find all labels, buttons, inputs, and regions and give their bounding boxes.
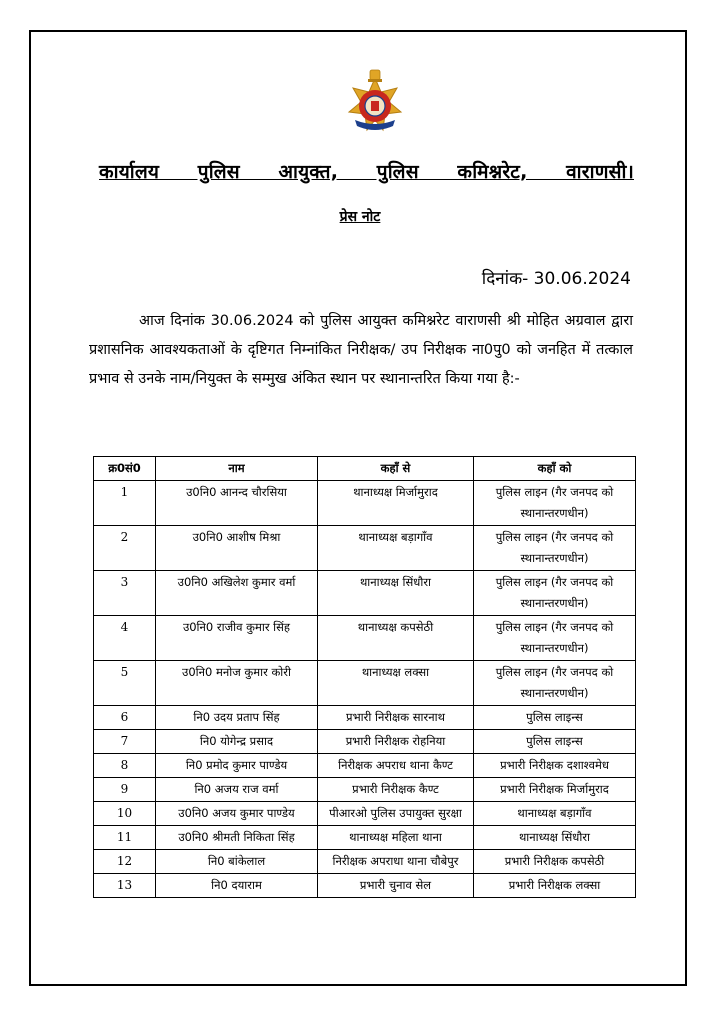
from-post-cell: थानाध्यक्ष महिला थाना	[318, 826, 474, 850]
to-post-cell: प्रभारी निरीक्षक दशाश्वमेध	[474, 754, 636, 778]
from-post-cell: प्रभारी निरीक्षक कैण्ट	[318, 778, 474, 802]
from-post-cell: थानाध्यक्ष मिर्जामुराद	[318, 481, 474, 526]
table-row	[94, 850, 636, 874]
table-row	[94, 874, 636, 898]
transfer-table	[93, 456, 636, 898]
name-cell: उ0नि0 श्रीमती निकिता सिंह	[156, 826, 318, 850]
from-post-cell: थानाध्यक्ष सिंधौरा	[318, 571, 474, 616]
office-title: कार्यालय पुलिस आयुक्त, पुलिस कमिश्नरेट, वाराणसी।	[99, 161, 634, 183]
name-cell: नि0 योगेन्द्र प्रसाद	[156, 730, 318, 754]
serial-number-cell: 5	[94, 661, 156, 706]
table-header-row	[94, 457, 636, 481]
table-row	[94, 526, 636, 571]
from-post-cell: थानाध्यक्ष बड़ागाँव	[318, 526, 474, 571]
serial-number-cell: 3	[94, 571, 156, 616]
name-cell: उ0नि0 आनन्द चौरसिया	[156, 481, 318, 526]
from-post-cell: थानाध्यक्ष लक्सा	[318, 661, 474, 706]
name-cell: उ0नि0 मनोज कुमार कोरी	[156, 661, 318, 706]
column-header: कहाँ से	[318, 457, 474, 481]
table-row	[94, 661, 636, 706]
name-cell: उ0नि0 अजय कुमार पाण्डेय	[156, 802, 318, 826]
table-row	[94, 616, 636, 661]
from-post-cell: प्रभारी निरीक्षक सारनाथ	[318, 706, 474, 730]
from-post-cell: प्रभारी चुनाव सेल	[318, 874, 474, 898]
to-post-cell: पुलिस लाइन (गैर जनपद को स्थानान्तरणधीन)	[474, 526, 636, 571]
to-post-cell: पुलिस लाइन (गैर जनपद को स्थानान्तरणधीन)	[474, 481, 636, 526]
up-police-emblem-icon	[341, 68, 409, 140]
serial-number-cell: 7	[94, 730, 156, 754]
name-cell: नि0 प्रमोद कुमार पाण्डेय	[156, 754, 318, 778]
name-cell: नि0 उदय प्रताप सिंह	[156, 706, 318, 730]
table-row	[94, 826, 636, 850]
serial-number-cell: 9	[94, 778, 156, 802]
press-note-heading: प्रेस नोट	[339, 209, 381, 225]
to-post-cell: थानाध्यक्ष सिंधौरा	[474, 826, 636, 850]
to-post-cell: पुलिस लाइन (गैर जनपद को स्थानान्तरणधीन)	[474, 616, 636, 661]
table-row	[94, 754, 636, 778]
from-post-cell: निरीक्षक अपराध थाना कैण्ट	[318, 754, 474, 778]
from-post-cell: निरीक्षक अपराधा थाना चौबेपुर	[318, 850, 474, 874]
from-post-cell: पीआरओ पुलिस उपायुक्त सुरक्षा	[318, 802, 474, 826]
table-row	[94, 571, 636, 616]
to-post-cell: पुलिस लाइन्स	[474, 730, 636, 754]
serial-number-cell: 1	[94, 481, 156, 526]
serial-number-cell: 13	[94, 874, 156, 898]
serial-number-cell: 11	[94, 826, 156, 850]
name-cell: उ0नि0 आशीष मिश्रा	[156, 526, 318, 571]
name-cell: नि0 बांकेलाल	[156, 850, 318, 874]
from-post-cell: थानाध्यक्ष कपसेठी	[318, 616, 474, 661]
from-post-cell: प्रभारी निरीक्षक रोहनिया	[318, 730, 474, 754]
table-row	[94, 730, 636, 754]
name-cell: उ0नि0 अखिलेश कुमार वर्मा	[156, 571, 318, 616]
table-row	[94, 706, 636, 730]
serial-number-cell: 10	[94, 802, 156, 826]
name-cell: नि0 अजय राज वर्मा	[156, 778, 318, 802]
to-post-cell: प्रभारी निरीक्षक मिर्जामुराद	[474, 778, 636, 802]
to-post-cell: थानाध्यक्ष बड़ागाँव	[474, 802, 636, 826]
column-header: कहाँ को	[474, 457, 636, 481]
to-post-cell: पुलिस लाइन (गैर जनपद को स्थानान्तरणधीन)	[474, 571, 636, 616]
name-cell: नि0 दयाराम	[156, 874, 318, 898]
to-post-cell: पुलिस लाइन (गैर जनपद को स्थानान्तरणधीन)	[474, 661, 636, 706]
serial-number-cell: 8	[94, 754, 156, 778]
table-row	[94, 778, 636, 802]
table-row	[94, 802, 636, 826]
column-header: नाम	[156, 457, 318, 481]
serial-number-cell: 4	[94, 616, 156, 661]
name-cell: उ0नि0 राजीव कुमार सिंह	[156, 616, 318, 661]
to-post-cell: पुलिस लाइन्स	[474, 706, 636, 730]
to-post-cell: प्रभारी निरीक्षक लक्सा	[474, 874, 636, 898]
serial-number-cell: 2	[94, 526, 156, 571]
serial-number-cell: 6	[94, 706, 156, 730]
document-date: दिनांक- 30.06.2024	[481, 269, 631, 289]
to-post-cell: प्रभारी निरीक्षक कपसेठी	[474, 850, 636, 874]
column-header: क्र0सं0	[94, 457, 156, 481]
serial-number-cell: 12	[94, 850, 156, 874]
body-paragraph: आज दिनांक 30.06.2024 को पुलिस आयुक्त कमिश्नरेट वाराणसी श्री मोहित अग्रवाल द्वारा प्रशासनिक आवश्यकताओं के दृष्टिगत निम्नांकित निरीक्षक/ उप निरीक्षक ना0पु0 को जनहित में तत्काल प्रभाव से उनके नाम/नियुक्त के सम्मुख अंकित स्थान पर स्थानान्तरित किया गया है:-	[89, 313, 633, 387]
table-row	[94, 481, 636, 526]
